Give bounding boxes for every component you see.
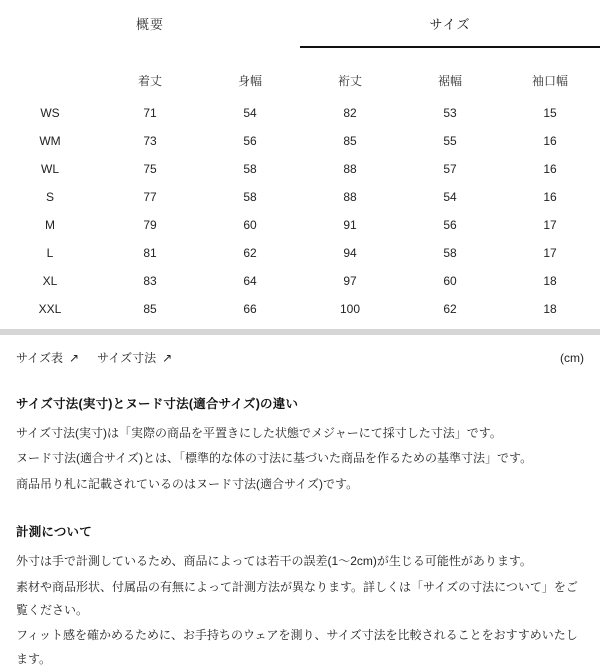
table-row <box>0 267 600 295</box>
cell-susohaba: 57 <box>443 162 457 176</box>
link-size-chart-label: サイズ表 <box>16 351 64 365</box>
section-paragraph: ヌード寸法(適合サイズ)とは、「標準的な体の寸法に基づいた商品を作るための基準寸法」です。 <box>16 451 533 466</box>
cell-mihaba: 62 <box>243 246 257 260</box>
cell-kitake: 71 <box>143 106 157 120</box>
column-header-blank <box>0 60 100 99</box>
size-table-wrapper <box>0 60 600 335</box>
cell-susohaba: 53 <box>443 106 457 120</box>
external-link-icon: ↗ <box>162 350 173 365</box>
cell-mihaba: 56 <box>243 134 257 148</box>
column-header-yukitake: 裄丈 <box>337 74 362 88</box>
cell-yukitake: 94 <box>343 246 357 260</box>
column-header-susohaba: 裾幅 <box>437 74 462 88</box>
column-header-sodeguchihaba: 袖口幅 <box>531 74 568 88</box>
row-label: WM <box>39 134 61 148</box>
cell-sodeguchihaba: 16 <box>543 134 557 148</box>
table-row <box>0 295 600 323</box>
cell-susohaba: 62 <box>443 302 457 316</box>
cell-yukitake: 91 <box>343 218 357 232</box>
row-label: WL <box>41 162 59 176</box>
cell-mihaba: 54 <box>243 106 257 120</box>
cell-yukitake: 85 <box>343 134 357 148</box>
unit-label: (cm) <box>560 350 584 365</box>
cell-kitake: 79 <box>143 218 157 232</box>
cell-susohaba: 55 <box>443 134 457 148</box>
tab-size[interactable] <box>300 0 600 48</box>
tab-bar <box>0 0 600 48</box>
row-label: XL <box>42 274 58 288</box>
section-title-measurement: 計測について <box>16 525 92 540</box>
size-table-head <box>0 60 600 99</box>
cell-sodeguchihaba: 15 <box>543 106 557 120</box>
cell-yukitake: 88 <box>343 162 357 176</box>
table-row <box>0 211 600 239</box>
cell-yukitake: 82 <box>343 106 357 120</box>
section-paragraph: 外寸は手で計測しているため、商品によっては若干の誤差(1〜2cm)が生じる可能性があります。 <box>16 554 532 569</box>
table-row <box>0 155 600 183</box>
cell-sodeguchihaba: 18 <box>543 274 557 288</box>
row-label: WS <box>40 106 60 120</box>
cell-susohaba: 54 <box>443 190 457 204</box>
info-content <box>0 376 600 671</box>
section-paragraph: 素材や商品形状、付属品の有無によって計測方法が異なります。詳しくは「サイズの寸法について」をご覧ください。 <box>16 579 578 617</box>
table-row <box>0 183 600 211</box>
cell-kitake: 75 <box>143 162 157 176</box>
cell-sodeguchihaba: 17 <box>543 218 557 232</box>
cell-yukitake: 97 <box>343 274 357 288</box>
size-links-row <box>0 335 600 376</box>
section-spacer <box>16 498 584 510</box>
row-label: XXL <box>38 302 62 316</box>
size-table <box>0 60 600 323</box>
section-paragraph: フィット感を確かめるために、お手持ちのウェアを測り、サイズ寸法を比較されることをおすすめいたします。 <box>16 628 578 666</box>
cell-susohaba: 56 <box>443 218 457 232</box>
cell-mihaba: 58 <box>243 162 257 176</box>
cell-kitake: 77 <box>143 190 157 204</box>
cell-kitake: 85 <box>143 302 157 316</box>
link-size-measurements-label: サイズ寸法 <box>97 351 157 365</box>
section-title-size-difference: サイズ寸法(実寸)とヌード寸法(適合サイズ)の違い <box>16 397 299 411</box>
cell-kitake: 73 <box>143 134 157 148</box>
column-header-mihaba: 身幅 <box>237 74 262 88</box>
link-size-chart[interactable] <box>16 349 79 366</box>
tab-overview-label: 概要 <box>135 17 164 32</box>
section-paragraph: サイズ寸法(実寸)は「実際の商品を平置きにした状態でメジャーにて採寸した寸法」です。 <box>16 426 502 440</box>
section-paragraph: 商品吊り札に記載されているのはヌード寸法(適合サイズ)です。 <box>16 476 359 491</box>
table-row <box>0 239 600 267</box>
table-row <box>0 99 600 127</box>
cell-kitake: 83 <box>143 274 157 288</box>
tab-overview[interactable] <box>0 0 300 48</box>
table-header-row <box>0 60 600 99</box>
link-size-measurements[interactable] <box>97 349 172 366</box>
cell-yukitake: 100 <box>339 302 361 316</box>
row-label: M <box>45 218 55 232</box>
cell-susohaba: 60 <box>443 274 457 288</box>
tab-size-label: サイズ <box>429 16 471 32</box>
row-label: S <box>45 190 54 204</box>
cell-sodeguchihaba: 18 <box>543 302 557 316</box>
cell-susohaba: 58 <box>443 246 457 260</box>
table-row <box>0 127 600 155</box>
cell-mihaba: 60 <box>243 218 257 232</box>
cell-sodeguchihaba: 16 <box>543 162 557 176</box>
size-table-body <box>0 99 600 323</box>
cell-sodeguchihaba: 16 <box>543 190 557 204</box>
cell-kitake: 81 <box>143 246 157 260</box>
cell-sodeguchihaba: 17 <box>543 246 557 260</box>
cell-yukitake: 88 <box>343 190 357 204</box>
column-header-kitake: 着丈 <box>137 74 162 88</box>
cell-mihaba: 64 <box>243 274 257 288</box>
external-link-icon: ↗ <box>69 350 80 365</box>
row-label: L <box>46 246 54 260</box>
cell-mihaba: 66 <box>243 302 257 316</box>
cell-mihaba: 58 <box>243 190 257 204</box>
